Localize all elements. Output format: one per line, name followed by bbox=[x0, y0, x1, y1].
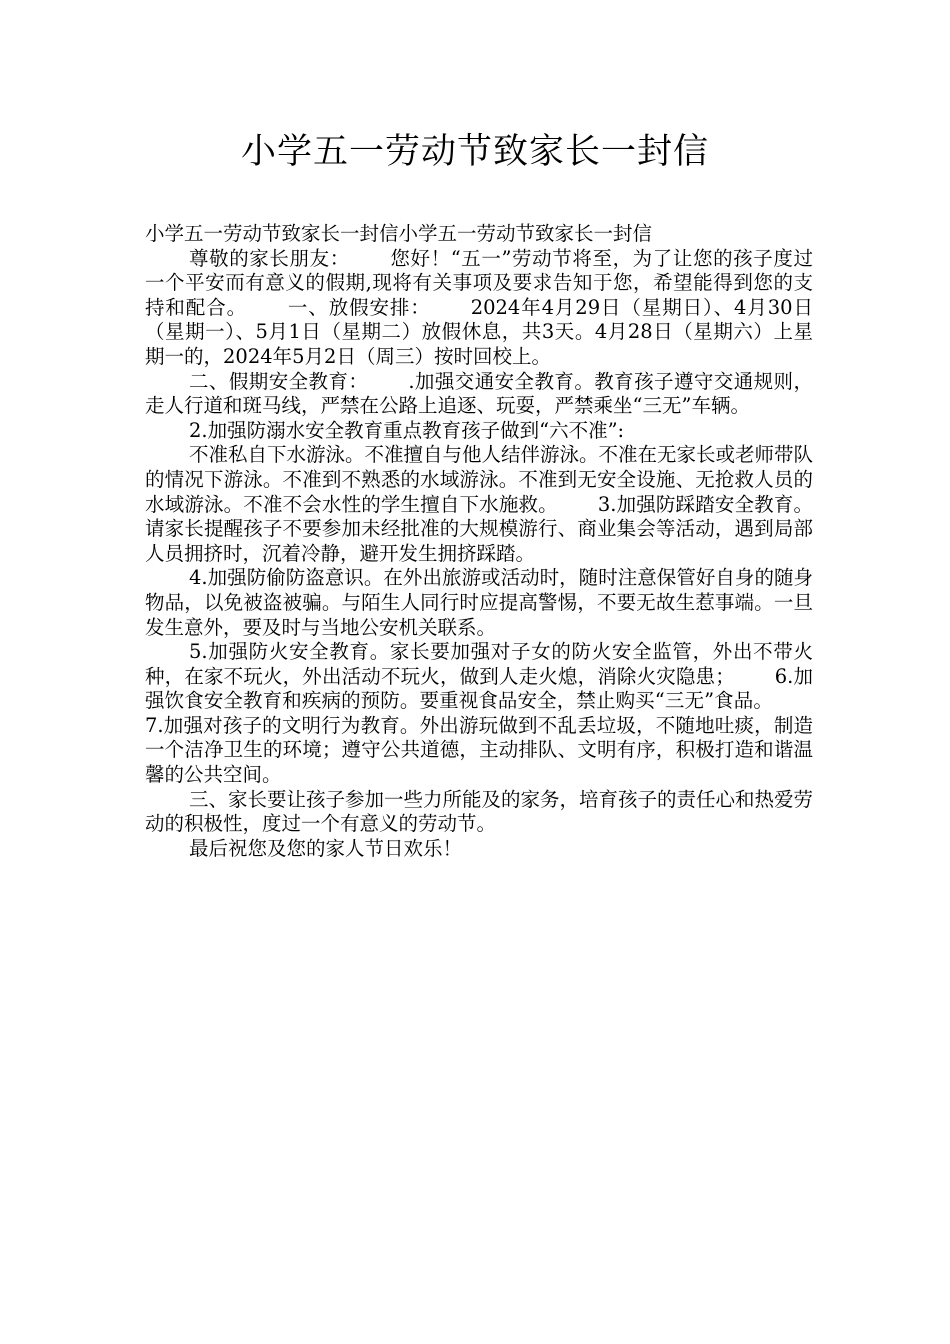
holiday-text: 2024年4月29日（星期日）、4月30日（星期一）、5月1日（星期二）放假休息，共3天。4月28日（星期六）上星期一的，2024年5月2日（周三）按时回校上。 bbox=[145, 295, 813, 368]
holiday-heading: 一、放假安排： bbox=[287, 295, 431, 319]
heading-repeat-line: 小学五一劳动节致家长一封信小学五一劳动节致家长一封信 bbox=[145, 222, 653, 245]
greeting-text: 您好！“五一”劳动节将至，为了让您的孩子度过一个平安而有意义的假期,现将有关事项及要求告知于您，希望能得到您的支持和配合。 bbox=[145, 246, 813, 319]
drowning-paragraph bbox=[145, 443, 813, 566]
theft-paragraph: 4.加强防偷防盗意识。在外出旅游或活动时，随时注意保管好自身的随身物品，以免被盗被骗。与陌生人同行时应提高警惕，不要无故生惹事端。一旦发生意外，要及时与当地公安机关联系。 bbox=[145, 566, 813, 639]
fire-paragraph bbox=[145, 640, 813, 788]
food-text: 6.加强饮食安全教育和疾病的预防。要重视食品安全，禁止购买“三无”食品。 bbox=[145, 664, 813, 713]
chores-paragraph: 三、家长要让孩子参加一些力所能及的家务，培育孩子的责任心和热爱劳动的积极性，度过一个有意义的劳动节。 bbox=[145, 787, 814, 836]
stampede-text: 3.加强防踩踏安全教育。请家长提醒孩子不要参加未经批准的大规模游行、商业集会等活动，遇到局部人员拥挤时，沉着冷静，避开发生拥挤踩踏。 bbox=[145, 492, 813, 565]
fire-text: 5.加强防火安全教育。家长要加强对子女的防火安全监管，外出不带火种，在家不玩火，外出活动不玩火，做到人走火熄，消除火灾隐患； bbox=[145, 640, 813, 688]
traffic-safety-text: .加强交通安全教育。教育孩子遵守交通规则，走人行道和斑马线，严禁在公路上追逐、玩耍，严禁乘坐“三无”车辆。 bbox=[145, 369, 813, 418]
greeting-paragraph bbox=[145, 247, 813, 370]
safety-paragraph bbox=[145, 370, 813, 419]
civility-text: 7.加强对孩子的文明行为教育。外出游玩做到不乱丢垃圾，不随地吐痰，制造一个洁净卫生的环境；遵守公共道德，主动排队、文明有序，积极打造和谐温馨的公共空间。 bbox=[145, 713, 813, 787]
greeting-salutation: 尊敬的家长朋友： bbox=[189, 246, 350, 270]
drowning-rules-text: 不准私自下水游泳。不准擅自与他人结伴游泳。不准在无家长或老师带队的情况下游泳。不准到不熟悉的水域游泳。不准到无安全设施、无抢救人员的水域游泳。不准不会水性的学生擅自下水施救。 bbox=[145, 443, 814, 516]
drowning-heading: 2.加强防溺水安全教育重点教育孩子做到“六不准”: bbox=[189, 418, 625, 442]
safety-heading: 二、假期安全教育： bbox=[189, 369, 369, 393]
closing-paragraph: 最后祝您及您的家人节日欢乐！ bbox=[189, 836, 463, 860]
document-title: 小学五一劳动节致家长一封信 bbox=[240, 132, 709, 172]
document-body bbox=[145, 222, 813, 861]
